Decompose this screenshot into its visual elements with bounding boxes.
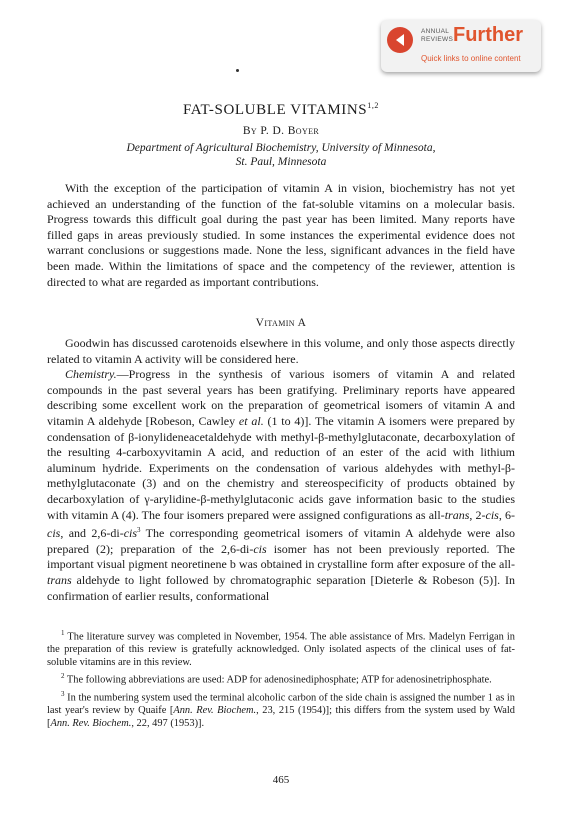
chemistry-text-3: The corresponding geometrical isomers of vitamin A aldehyde were also prepared (2); preparation of the 2,6-di- [47, 526, 515, 556]
footnote-1-text: The literature survey was completed in November, 1954. The able assistance of Mrs. Madelyn Ferrigan in the preparation of this review is gratefully acknowledged. Only isolated aspects of the clinical uses of fat-soluble vitamins are in this review. [47, 631, 515, 668]
et-al: et al. [238, 413, 264, 428]
quick-links-label: Quick links to online content [421, 54, 521, 63]
footnote-3-citation-1: Ann. Rev. Biochem. [173, 705, 257, 717]
affiliation-line-2: St. Paul, Minnesota [235, 156, 327, 168]
chemistry-text-2: (1 to 4)]. The vitamin A isomers were prepared by condensation of β-ionylideneacetaldehyde with methyl-β-methylglutaconate, decarboxylation of the resulting 4-carboxyvitamin A acid, and reduction of an ester of the acid with lithium aluminum hydride. Experiments on the condensation of various aldehydes with methyl-β-methylglutaconate (3) and on the chemistry and stereospecificity of products obtained by decarboxylation of γ-arylidine-β-methylglutaconic acids gave information basic to the studies with vitamin A (4). The four isomers prepared were assigned configurations as all- [47, 413, 515, 522]
footnote-3-ref: 3 [137, 526, 141, 535]
intro-paragraph: With the exception of the participation of vitamin A in vision, biochemistry has not yet achieved an understanding of the function of the fat-soluble vitamins on a molecular basis. Progress towards this difficult goal during the past year has been limited. Many reports have filled gaps in areas previously studied. In some instances the experimental evidence does not warrant conclusions or suggestions made. None the less, significant advances in the field have been made. Within the limitations of space and the competency of the reviewer, attention is directed to what are regarded as important contributions. [47, 181, 515, 289]
author-affiliation [0, 141, 562, 169]
chemistry-text-1: —Progress in the synthesis of various isomers of vitamin A and related compounds in the past several years has been gratifying. Preliminary reports have appeared describing some excellent work on the preparation of geometrical isomers of vitamin A and vitamin A aldehyde [Robeson, Cawley [47, 367, 515, 428]
author-byline: By P. D. Boyer [242, 125, 320, 137]
footnote-3-text-2: , 23, 215 (1954)]; this differs from the system used by Wald [ [47, 705, 515, 729]
vitamin-a-section-body [47, 336, 515, 604]
reviews-label: REVIEWS [421, 35, 454, 43]
chemistry-label: Chemistry. [65, 367, 117, 382]
footnote-3-citation-2: Ann. Rev. Biochem. [50, 717, 132, 729]
title-footnote-marks: 1,2 [367, 101, 380, 110]
chemistry-text-5: aldehyde to light followed by chromatographic separation [Dieterle & Robeson (5)]. In confirmation of earlier results, conformational [47, 572, 515, 603]
cis-term-2: cis [47, 526, 61, 541]
affiliation-line-1: Department of Agricultural Biochemistry, University of Minnesota, [126, 142, 436, 154]
further-label: Further [453, 24, 523, 46]
footnote-2-text: The following abbreviations are used: ADP for adenosinediphosphate; ATP for adenosinetriphosphate. [64, 674, 492, 686]
trans-term-1: trans [444, 507, 470, 522]
cis-term-1: cis [485, 507, 499, 522]
sep-26dicis: , and 2,6-di- [60, 526, 124, 541]
footnote-2 [47, 670, 515, 687]
cis-term-4: cis [253, 541, 267, 556]
section-heading-vitamin-a: Vitamin A [255, 317, 307, 329]
article-title [0, 101, 562, 119]
footnote-1-mark: 1 [61, 629, 65, 637]
sep-2cis: , 2- [469, 507, 486, 522]
page-speck [236, 69, 239, 72]
article-title-text: FAT-SOLUBLE VITAMINS [182, 102, 368, 118]
cis-term-3: cis [123, 526, 138, 541]
intro-paragraph-block [47, 181, 515, 290]
sep-6cis: , 6- [498, 507, 515, 522]
page-number: 465 [272, 774, 290, 786]
footnote-3 [47, 688, 515, 730]
trans-term-2: trans [47, 572, 72, 587]
footnote-3-mark: 3 [61, 690, 65, 699]
chemistry-paragraph [47, 367, 515, 604]
section-intro-paragraph: Goodwin has discussed carotenoids elsewhere in this volume, and only those aspects directly related to vitamin A activity will be considered here. [47, 336, 515, 366]
annual-label: ANNUAL [421, 28, 450, 35]
footnote-2-mark: 2 [61, 672, 65, 681]
footnote-3-text-3: , 22, 497 (1953)]. [131, 717, 205, 729]
footnotes [47, 627, 515, 732]
footnote-3-text-1: In the numbering system used the terminal alcoholic carbon of the side chain is assigned the number 1 as in last year's review by Quaife [ [47, 692, 515, 717]
footnote-1 [47, 627, 515, 669]
chemistry-text-4: isomer has not been previously reported. The important visual pigment neoretinene b was obtained in crystalline form after exposure of the all- [47, 541, 515, 572]
